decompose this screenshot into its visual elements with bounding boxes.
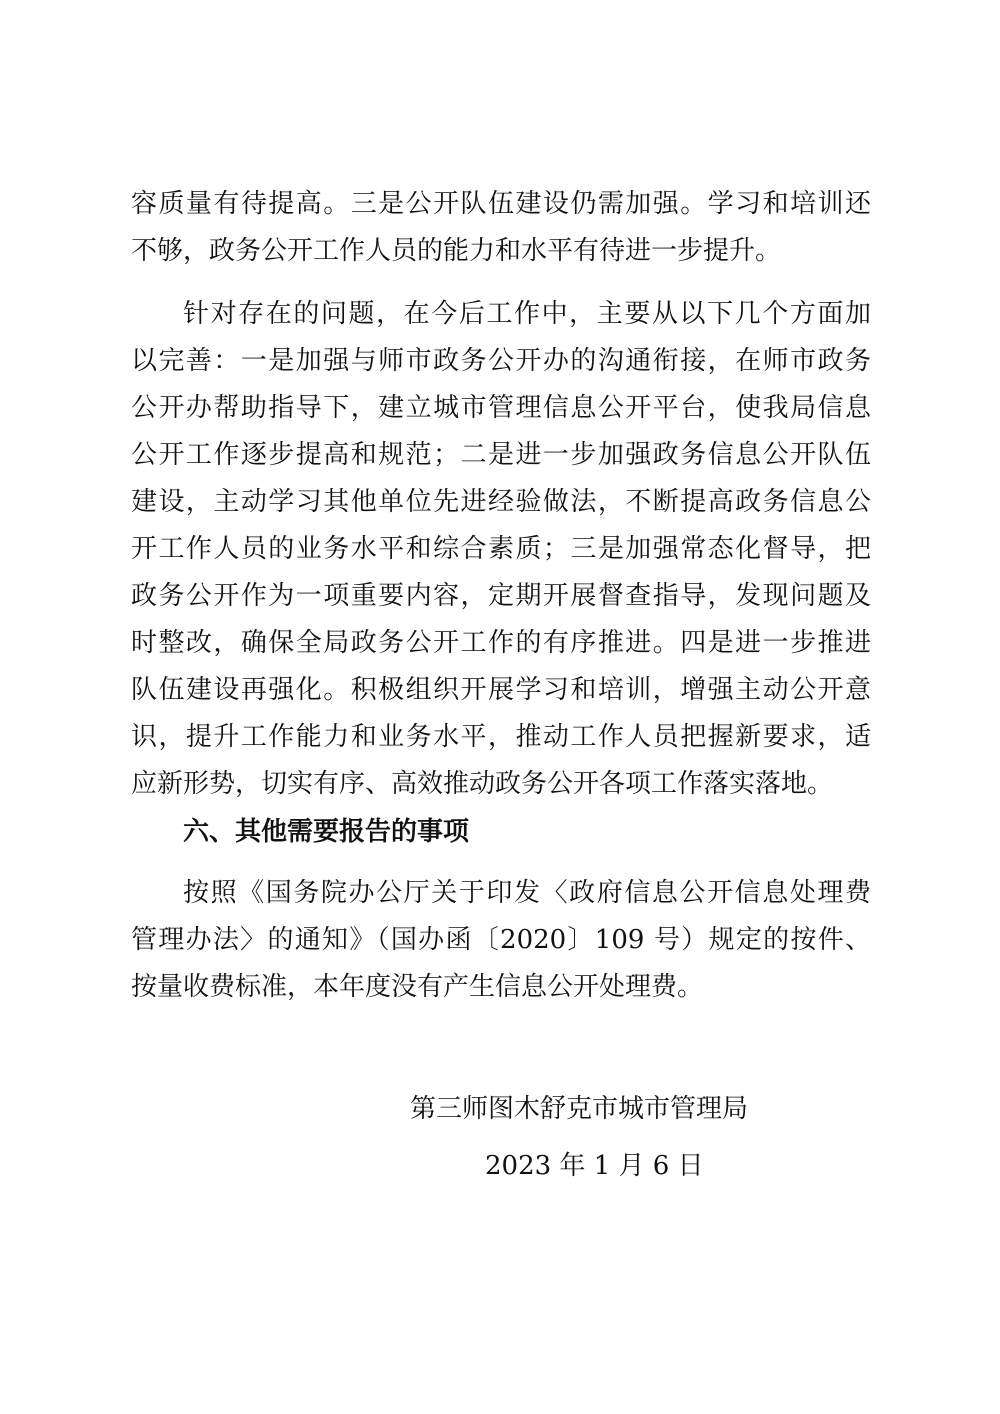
paragraph-line: 公开办帮助指导下，建立城市管理信息公开平台，使我局信息 [131,393,871,423]
paragraph-line: 开工作人员的业务水平和综合素质；三是加强常态化督导，把 [131,534,871,564]
signature-date: 2023 年 1 月 6 日 [485,1151,704,1181]
paragraph-line: 按量收费标准，本年度没有产生信息公开处理费。 [131,972,704,1002]
paragraph-line: 建设，主动学习其他单位先进经验做法，不断提高政务信息公 [131,487,871,517]
paragraph-line: 以完善：一是加强与师市政务公开办的沟通衔接，在师市政务 [131,346,871,376]
paragraph-line: 针对存在的问题，在今后工作中，主要从以下几个方面加 [183,299,871,329]
paragraph-line: 容质量有待提高。三是公开队伍建设仍需加强。学习和培训还 [131,189,871,219]
paragraph-line: 管理办法〉的通知》（国办函〔2020〕109 号）规定的按件、 [131,925,871,955]
paragraph-line: 应新形势，切实有序、高效推动政务公开各项工作落实落地。 [131,769,834,799]
signature-organization: 第三师图木舒克市城市管理局 [410,1094,749,1124]
paragraph-line: 不够，政务公开工作人员的能力和水平有待进一步提升。 [131,236,782,266]
paragraph-line: 识，提升工作能力和业务水平，推动工作人员把握新要求，适 [131,722,871,752]
paragraph-line: 按照《国务院办公厅关于印发〈政府信息公开信息处理费 [183,878,871,908]
paragraph-line: 公开工作逐步提高和规范；二是进一步加强政务信息公开队伍 [131,440,871,470]
paragraph-line: 队伍建设再强化。积极组织开展学习和培训，增强主动公开意 [131,675,871,705]
paragraph-line: 时整改，确保全局政务公开工作的有序推进。四是进一步推进 [131,628,871,658]
section-heading: 六、其他需要报告的事项 [183,817,470,847]
paragraph-line: 政务公开作为一项重要内容，定期开展督查指导，发现问题及 [131,581,871,611]
